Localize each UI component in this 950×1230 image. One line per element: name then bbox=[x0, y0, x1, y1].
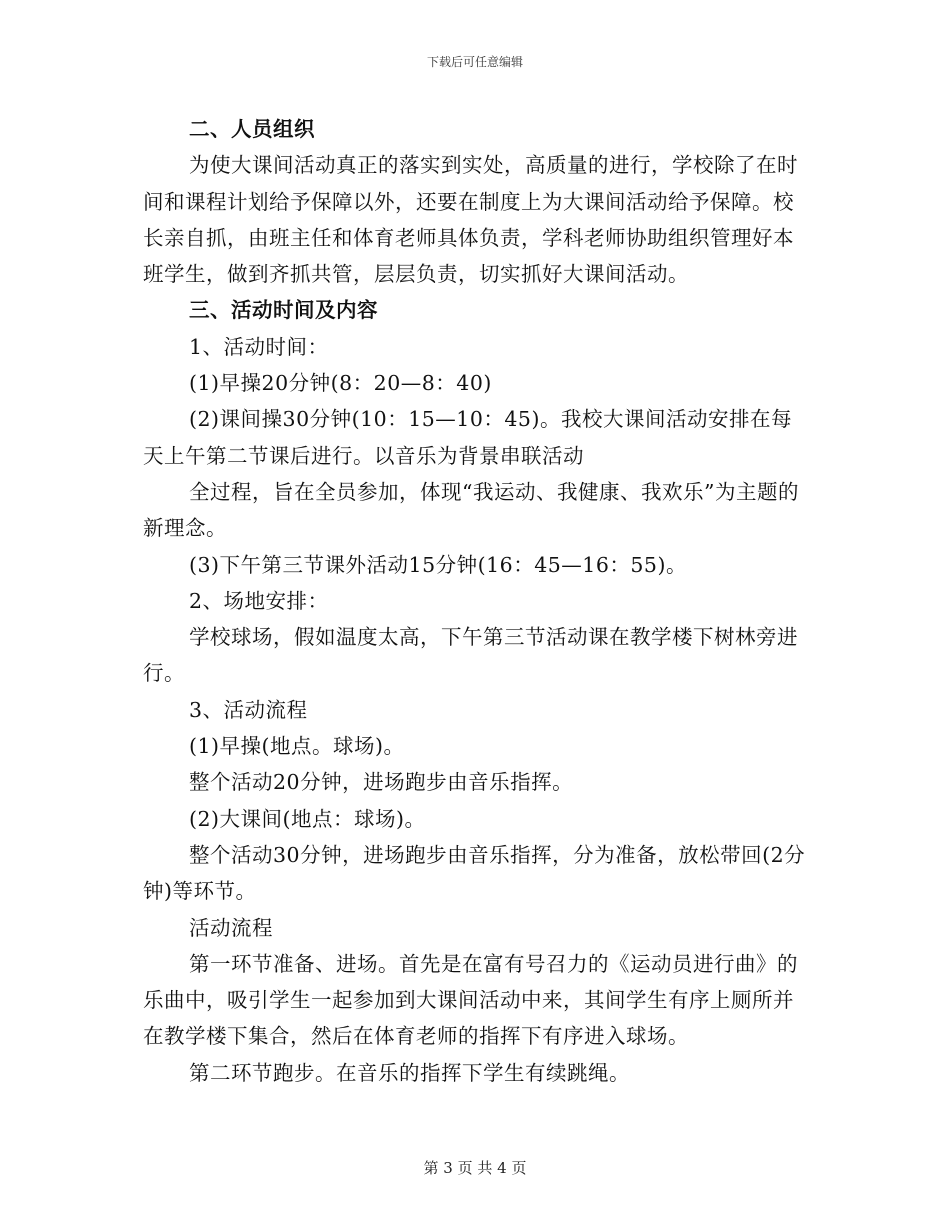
paragraph: (1)早操20分钟(8：20—8：40) bbox=[189, 371, 492, 396]
document-body bbox=[143, 111, 811, 1091]
paragraph: 整个活动20分钟，进场跑步由音乐指挥。 bbox=[189, 770, 574, 795]
section-heading: 三、活动时间及内容 bbox=[189, 298, 378, 323]
paragraph: 活动流程 bbox=[189, 915, 273, 940]
subheading: 3、活动流程 bbox=[189, 697, 308, 722]
paragraph: 为使大课间活动真正的落实到实处，高质量的进行，学校除了在时间和课程计划给予保障以外，还要在制度上为大课间活动给予保障。校长亲自抓，由班主任和体育老师具体负责，学科老师协助组织管理好本班学生，做到齐抓共管，层层负责，切实抓好大课间活动。 bbox=[143, 153, 798, 287]
paragraph: 第二环节跑步。在音乐的指挥下学生有续跳绳。 bbox=[189, 1060, 630, 1085]
page-header: 下载后可任意编辑 bbox=[426, 55, 523, 69]
paragraph: (1)早操(地点。球场)。 bbox=[189, 734, 405, 759]
paragraph: (3)下午第三节课外活动15分钟(16：45—16：55)。 bbox=[189, 552, 687, 577]
subheading: 2、场地安排： bbox=[189, 588, 329, 613]
page-footer: 第 3 页 共 4 页 bbox=[423, 1159, 527, 1177]
section-heading: 二、人员组织 bbox=[189, 117, 315, 141]
paragraph: 第一环节准备、进场。首先是在富有号召力的《运动员进行曲》的乐曲中，吸引学生一起参加到大课间活动中来，其间学生有序上厕所并在教学楼下集合，然后在体育老师的指挥下有序进入球场。 bbox=[143, 951, 798, 1049]
paragraph: (2)课间操30分钟(10：15—10：45)。我校大课间活动安排在每天上午第二节课后进行。以音乐为背景串联活动 bbox=[143, 407, 792, 468]
paragraph: 整个活动30分钟，进场跑步由音乐指挥，分为准备，放松带回(2分钟)等环节。 bbox=[143, 842, 806, 904]
paragraph: 全过程，旨在全员参加，体现“我运动、我健康、我欢乐”为主题的新理念。 bbox=[143, 479, 799, 541]
subheading: 1、活动时间： bbox=[189, 334, 329, 359]
paragraph: (2)大课间(地点：球场)。 bbox=[189, 806, 426, 831]
paragraph: 学校球场，假如温度太高，下午第三节活动课在教学楼下树林旁进行。 bbox=[143, 625, 798, 686]
